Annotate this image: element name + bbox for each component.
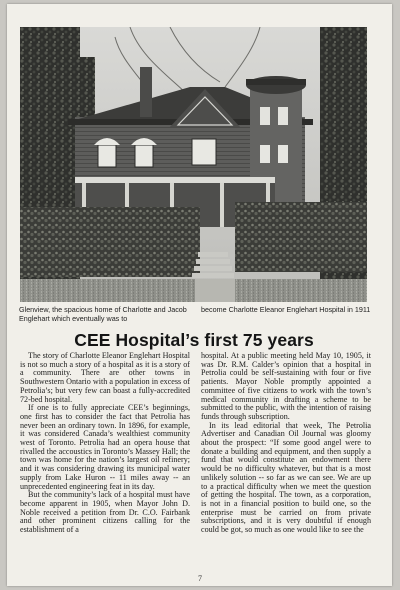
- photo-caption-right: become Charlotte Eleanor Englehart Hospital in 1911: [201, 305, 371, 314]
- glenview-house-photo: [20, 27, 367, 302]
- article-headline: CEE Hospital’s first 75 years: [74, 330, 314, 350]
- paragraph: hospital. At a public meeting held May 10, 1905, it was Dr. R.M. Calder’s opinion that a hospital in Petrolia could be self-sustaining with four or five patients. Mayor Noble promptly appointed a committee of five citizens to work with the town’s medical community in drafting a scheme to be submitted to the public, with the intention of raising funds through subscription.: [201, 351, 371, 421]
- paragraph: The story of Charlotte Eleanor Englehart Hospital is not so much a story of a hospital as it is a story of a community. There are other towns in Southwestern Ontario with a population in excess of Petrolia’s; but very few can boast a fully-accredited 72-bed hospital.: [20, 351, 190, 404]
- article-column-left: [20, 352, 190, 535]
- paragraph: In its lead editorial that week, The Petrolia Advertiser and Canadian Oil Journal was gloomy about the prospect: “If some good angel were to donate a building and equipment, and then supply a fund that would constitute an endowment there would be no difficulty whatever, but that is a most unlikely solution -- so far as we can see. We are up to a practical difficulty when we meet the question of getting the hospital. The town, as a corporation, is not in a financial position to build one, so the enterprise must be carried on from private subscriptions, and it is very doubtful if enough could be got, so much as one would like to see the: [201, 420, 371, 535]
- paragraph: If one is to fully appreciate CEE’s beginnings, one first has to consider the fact that Petrolia has never been an ordinary town. In 1896, for example, it was considered Canada’s wealthiest community west of Toronto. Petrolia had an opera house that rivalled the accoustics in Toronto’s Massey Hall; the town was home for the nation’s largest oil refinery; and it was considering drawing its municipal water supply from Lake Huron -- 11 miles away -- an unprecedented engineering feat in its day.: [20, 403, 190, 491]
- page-number: 7: [198, 574, 202, 583]
- article-column-right: [201, 352, 371, 535]
- paragraph: But the community’s lack of a hospital must have become apparent in 1905, when Mayor John D. Noble received a petition from Dr. C.O. Fairbank and other prominent citizens calling for the establishment of a: [20, 490, 190, 535]
- photo-caption-left: Glenview, the spacious home of Charlotte and Jacob Englehart which eventually was to: [19, 305, 187, 323]
